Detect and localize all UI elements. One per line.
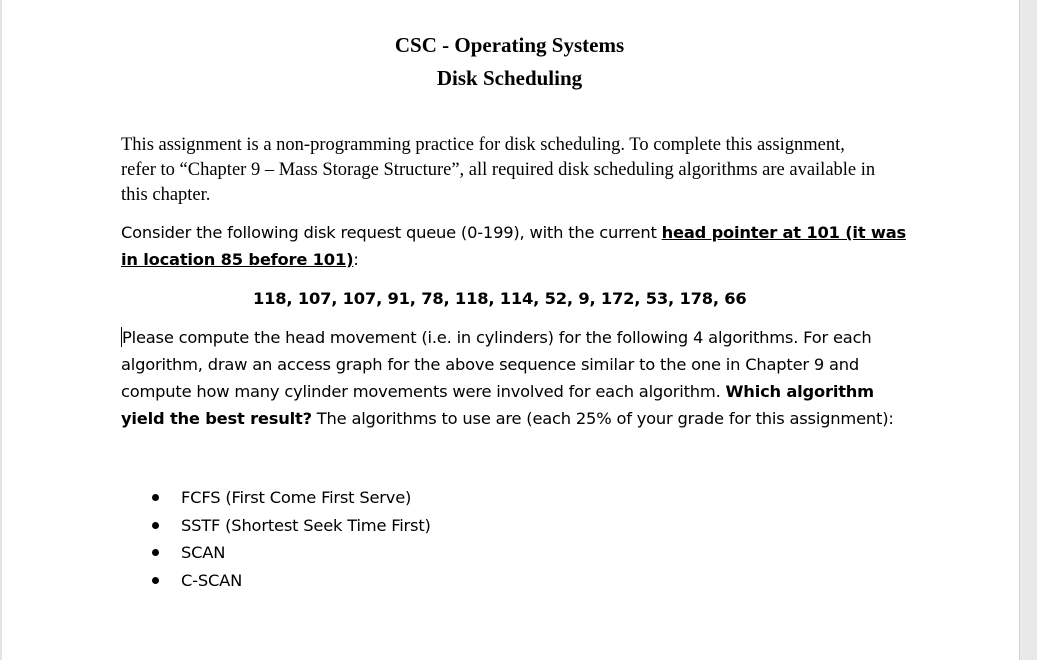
queue-intro-prefix: Consider the following disk request queue (0-199), with the current	[121, 223, 662, 242]
best-result-question: Which algorithm yield the best result?	[121, 382, 874, 428]
document-subtitle: Disk Scheduling	[436, 66, 583, 90]
page-left-edge	[0, 0, 2, 660]
algorithm-label: C-SCAN	[181, 571, 243, 591]
request-queue-sequence[interactable]: 118, 107, 107, 91, 78, 118, 114, 52, 9, 172, 53, 178, 66	[253, 289, 747, 308]
window-right-edge	[1019, 0, 1037, 660]
list-item[interactable]	[150, 484, 431, 512]
compute-part1: Please compute the head movement (i.e. in cylinders) for the following 4 algorithms. For each algorithm, draw an access graph for the above sequence similar to the one in Chapter 9 and compute how many cylinder movements were involved for each algorithm.	[121, 328, 872, 401]
bullet-icon	[152, 494, 159, 501]
document-title: CSC - Operating Systems	[394, 33, 625, 57]
bullet-icon	[152, 522, 159, 529]
algorithm-list	[150, 484, 431, 595]
head-pointer-emphasis: head pointer at 101 (it was in location 85 before 101)	[121, 223, 906, 269]
bullet-icon	[152, 549, 159, 556]
queue-intro-paragraph[interactable]	[121, 219, 916, 273]
queue-intro-suffix: :	[353, 250, 359, 269]
list-item[interactable]	[150, 539, 431, 567]
compute-paragraph[interactable]	[121, 324, 901, 432]
compute-part2: The algorithms to use are (each 25% of your grade for this assignment):	[311, 409, 894, 428]
algorithm-label: SSTF (Shortest Seek Time First)	[181, 515, 431, 535]
intro-paragraph[interactable]: This assignment is a non-programming practice for disk scheduling. To complete this assignment, refer to “Chapter 9 – Mass Storage Structure”, all required disk scheduling algorithms are available in this chapter.	[121, 135, 876, 205]
algorithm-label: SCAN	[181, 543, 226, 563]
list-item[interactable]	[150, 567, 431, 595]
list-item[interactable]	[150, 512, 431, 540]
bullet-icon	[152, 577, 159, 584]
algorithm-label: FCFS (First Come First Serve)	[181, 488, 412, 507]
